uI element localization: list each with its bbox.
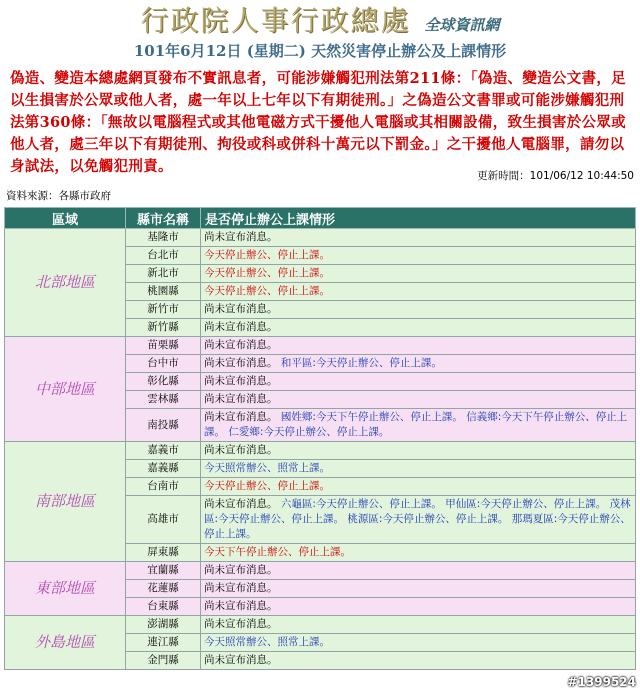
status-text: 今天下午停止辦公、停止上課。 bbox=[204, 546, 351, 558]
city-cell: 新竹縣 bbox=[126, 319, 201, 337]
city-cell: 新北市 bbox=[126, 265, 201, 283]
city-cell: 嘉義縣 bbox=[126, 460, 201, 478]
city-cell: 花蓮縣 bbox=[126, 580, 201, 598]
status-cell bbox=[201, 247, 636, 265]
status-cell bbox=[201, 652, 636, 670]
page-header bbox=[0, 0, 640, 64]
city-cell: 高雄市 bbox=[126, 496, 201, 544]
table-row bbox=[5, 337, 636, 355]
status-extra-text: 和平區:今天停止辦公、停止上課。 bbox=[280, 357, 442, 369]
region-cell: 中部地區 bbox=[5, 337, 126, 442]
status-text: 尚未宣布消息。 bbox=[204, 357, 278, 369]
status-text: 尚未宣布消息。 bbox=[204, 582, 278, 594]
status-text: 今天停止辦公、停止上課。 bbox=[204, 480, 330, 492]
status-cell bbox=[201, 229, 636, 247]
status-cell bbox=[201, 460, 636, 478]
status-text: 今天停止辦公、停止上課。 bbox=[204, 267, 330, 279]
city-cell: 澎湖縣 bbox=[126, 616, 201, 634]
status-cell bbox=[201, 496, 636, 544]
status-cell bbox=[201, 265, 636, 283]
city-cell: 台南市 bbox=[126, 478, 201, 496]
city-cell: 宜蘭縣 bbox=[126, 562, 201, 580]
city-cell: 基隆市 bbox=[126, 229, 201, 247]
city-cell: 台北市 bbox=[126, 247, 201, 265]
title-row bbox=[0, 4, 640, 38]
status-text: 尚未宣布消息。 bbox=[204, 231, 278, 243]
status-text: 尚未宣布消息。 bbox=[204, 339, 278, 351]
update-label: 更新時間： bbox=[477, 170, 530, 182]
status-text: 尚未宣布消息。 bbox=[204, 618, 278, 630]
status-text: 尚未宣布消息。 bbox=[204, 303, 278, 315]
status-cell bbox=[201, 391, 636, 409]
city-cell: 苗栗縣 bbox=[126, 337, 201, 355]
city-cell: 桃園縣 bbox=[126, 283, 201, 301]
header-region: 區域 bbox=[5, 208, 126, 229]
status-text: 尚未宣布消息。 bbox=[204, 498, 278, 510]
status-cell bbox=[201, 634, 636, 652]
status-text: 今天停止辦公、停止上課。 bbox=[204, 249, 330, 261]
status-text: 尚未宣布消息。 bbox=[204, 375, 278, 387]
status-text: 尚未宣布消息。 bbox=[204, 600, 278, 612]
header-status: 是否停止辦公上課情形 bbox=[201, 208, 636, 229]
region-cell: 外島地區 bbox=[5, 616, 126, 670]
update-value: 101/06/12 10:44:50 bbox=[529, 170, 634, 182]
city-cell: 新竹市 bbox=[126, 301, 201, 319]
status-text: 尚未宣布消息。 bbox=[204, 321, 278, 333]
status-text: 今天停止辦公、停止上課。 bbox=[204, 285, 330, 297]
city-cell: 彰化縣 bbox=[126, 373, 201, 391]
status-cell bbox=[201, 478, 636, 496]
status-cell bbox=[201, 355, 636, 373]
status-text: 尚未宣布消息。 bbox=[204, 654, 278, 666]
status-extra-text: 國姓鄉:今天下午停止辦公、停止上課。 信義鄉:今天下午停止辦公、停止上課。 仁愛鄉:今天停止辦公、停止上課。 bbox=[204, 411, 628, 438]
status-extra-text: 六龜區:今天停止辦公、停止上課。 甲仙區:今天停止辦公、停止上課。 茂林區:今天停止辦公、停止上課。 桃源區:今天停止辦公、停止上課。 那瑪夏區:今天停止辦公、停止上課。 bbox=[204, 498, 631, 540]
status-text: 尚未宣布消息。 bbox=[204, 393, 278, 405]
city-cell: 雲林縣 bbox=[126, 391, 201, 409]
watermark: #1399524 bbox=[567, 675, 636, 689]
status-cell bbox=[201, 616, 636, 634]
city-cell: 金門縣 bbox=[126, 652, 201, 670]
status-text: 尚未宣布消息。 bbox=[204, 564, 278, 576]
header-city: 縣市名稱 bbox=[126, 208, 201, 229]
region-cell: 南部地區 bbox=[5, 442, 126, 562]
data-source: 資料來源：各縣市政府 bbox=[6, 190, 111, 202]
table-row bbox=[5, 229, 636, 247]
table-row bbox=[5, 442, 636, 460]
status-cell bbox=[201, 562, 636, 580]
status-cell bbox=[201, 319, 636, 337]
city-cell: 南投縣 bbox=[126, 409, 201, 442]
status-cell bbox=[201, 301, 636, 319]
table-header-row bbox=[5, 208, 636, 229]
city-cell: 連江縣 bbox=[126, 634, 201, 652]
page-subtitle: 101年6月12日 (星期二) 天然災害停止辦公及上課情形 bbox=[133, 42, 507, 60]
status-cell bbox=[201, 544, 636, 562]
status-body bbox=[5, 229, 636, 670]
city-cell: 屏東縣 bbox=[126, 544, 201, 562]
status-cell bbox=[201, 598, 636, 616]
status-cell bbox=[201, 442, 636, 460]
region-cell: 北部地區 bbox=[5, 229, 126, 337]
city-cell: 嘉義市 bbox=[126, 442, 201, 460]
status-text: 今天照常辦公、照常上課。 bbox=[204, 462, 330, 474]
region-cell: 東部地區 bbox=[5, 562, 126, 616]
table-row bbox=[5, 562, 636, 580]
status-text: 尚未宣布消息。 bbox=[204, 444, 278, 456]
status-text: 尚未宣布消息。 bbox=[204, 411, 278, 423]
legal-warning: 偽造、變造本總處網頁發布不實訊息者，可能涉嫌觸犯刑法第211條：「偽造、變造公文書，足以生損害於公眾或他人者，處一年以上七年以下有期徒刑。」之偽造公文書罪或可能涉嫌觸犯刑法第360條：「無故以電腦程式或其他電磁方式干擾他人電腦或其相關設備，致生損害於公眾或他人者，處三年以下有期徒刑、拘役或科或併科十萬元以下罰金。」之干擾他人電腦罪，請勿以身試法，以免觸犯刑責。 bbox=[10, 70, 626, 175]
status-text: 今天照常辦公、照常上課。 bbox=[204, 636, 330, 648]
site-title-sub[interactable]: 全球資訊網 bbox=[424, 16, 500, 34]
status-cell bbox=[201, 337, 636, 355]
status-cell bbox=[201, 409, 636, 442]
status-table bbox=[4, 207, 636, 670]
city-cell: 台東縣 bbox=[126, 598, 201, 616]
status-cell bbox=[201, 283, 636, 301]
city-cell: 台中市 bbox=[126, 355, 201, 373]
site-title[interactable]: 行政院人事行政總處 bbox=[140, 4, 411, 37]
table-row bbox=[5, 616, 636, 634]
status-cell bbox=[201, 580, 636, 598]
status-cell bbox=[201, 373, 636, 391]
